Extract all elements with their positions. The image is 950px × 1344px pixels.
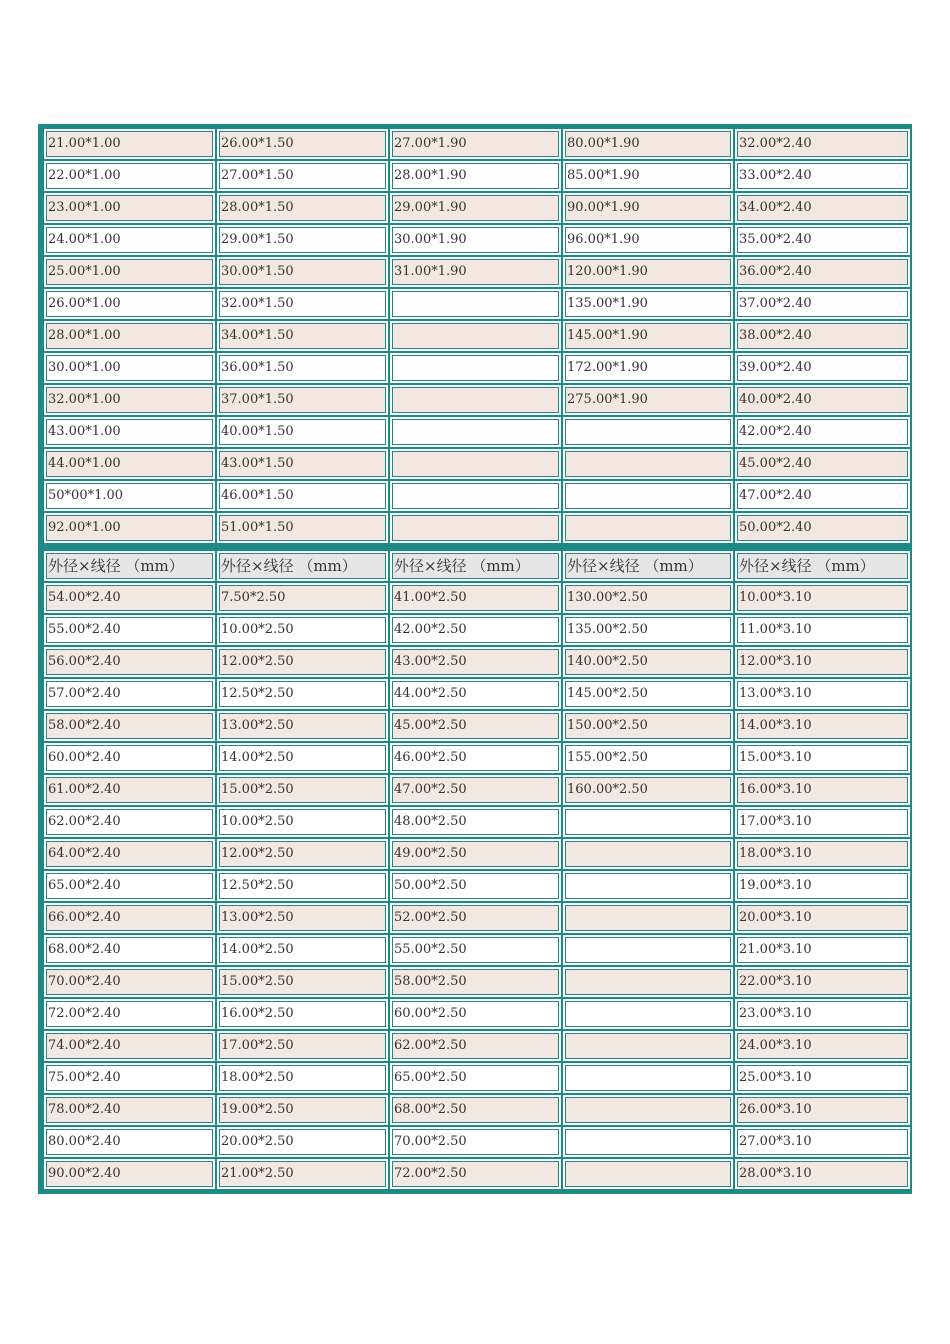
table-cell: 46.00*1.50 — [216, 480, 389, 512]
table-cell: 62.00*2.50 — [389, 1030, 562, 1062]
table-cell: 48.00*2.50 — [389, 806, 562, 838]
table-cell: 16.00*2.50 — [216, 998, 389, 1030]
table-row — [43, 256, 907, 288]
table-cell: 43.00*2.50 — [389, 646, 562, 678]
table-cell — [389, 384, 562, 416]
table-cell: 15.00*2.50 — [216, 966, 389, 998]
table-cell: 40.00*2.40 — [734, 384, 911, 416]
table-row — [43, 384, 907, 416]
table-cell: 90.00*2.40 — [43, 1158, 216, 1190]
column-header: 外径×线径 （mm） — [43, 550, 216, 582]
table-cell: 92.00*1.00 — [43, 512, 216, 544]
table-cell — [389, 288, 562, 320]
table-cell: 25.00*3.10 — [734, 1062, 911, 1094]
table-cell: 13.00*2.50 — [216, 710, 389, 742]
table-row — [43, 192, 907, 224]
table-cell: 18.00*3.10 — [734, 838, 911, 870]
table-row — [43, 160, 907, 192]
table-cell: 37.00*1.50 — [216, 384, 389, 416]
table-cell: 66.00*2.40 — [43, 902, 216, 934]
table-row — [43, 224, 907, 256]
table-cell: 12.50*2.50 — [216, 678, 389, 710]
table-cell — [389, 320, 562, 352]
table-cell: 60.00*2.40 — [43, 742, 216, 774]
table-cell: 27.00*1.50 — [216, 160, 389, 192]
table-row — [43, 710, 907, 742]
table-cell — [389, 448, 562, 480]
table-cell: 18.00*2.50 — [216, 1062, 389, 1094]
table-cell: 26.00*1.50 — [216, 128, 389, 160]
table-cell: 15.00*3.10 — [734, 742, 911, 774]
table-cell: 47.00*2.40 — [734, 480, 911, 512]
table-cell: 46.00*2.50 — [389, 742, 562, 774]
table-cell: 26.00*3.10 — [734, 1094, 911, 1126]
table-cell: 58.00*2.50 — [389, 966, 562, 998]
table-cell: 12.00*3.10 — [734, 646, 911, 678]
column-header: 外径×线径 （mm） — [562, 550, 734, 582]
table-cell: 14.00*2.50 — [216, 742, 389, 774]
table-row — [43, 998, 907, 1030]
column-header: 外径×线径 （mm） — [734, 550, 911, 582]
table-cell: 28.00*1.50 — [216, 192, 389, 224]
table-cell: 32.00*1.50 — [216, 288, 389, 320]
table-cell: 44.00*1.00 — [43, 448, 216, 480]
table-cell: 10.00*2.50 — [216, 614, 389, 646]
table-cell: 68.00*2.40 — [43, 934, 216, 966]
table-cell: 72.00*2.40 — [43, 998, 216, 1030]
table-cell: 29.00*1.50 — [216, 224, 389, 256]
table-cell — [389, 352, 562, 384]
table-row — [43, 742, 907, 774]
table-cell: 96.00*1.90 — [562, 224, 734, 256]
table-cell: 22.00*1.00 — [43, 160, 216, 192]
table-cell: 70.00*2.50 — [389, 1126, 562, 1158]
table-cell: 33.00*2.40 — [734, 160, 911, 192]
table-row — [43, 1158, 907, 1190]
table-cell: 21.00*3.10 — [734, 934, 911, 966]
table-cell: 275.00*1.90 — [562, 384, 734, 416]
table-cell: 25.00*1.00 — [43, 256, 216, 288]
table-cell: 24.00*1.00 — [43, 224, 216, 256]
table-cell: 19.00*2.50 — [216, 1094, 389, 1126]
table-cell — [562, 1094, 734, 1126]
table-row — [43, 416, 907, 448]
table-cell: 50.00*2.50 — [389, 870, 562, 902]
table-row — [43, 512, 907, 544]
table-cell: 32.00*1.00 — [43, 384, 216, 416]
table-cell: 50.00*2.40 — [734, 512, 911, 544]
table-cell: 85.00*1.90 — [562, 160, 734, 192]
table-cell: 36.00*1.50 — [216, 352, 389, 384]
column-header: 外径×线径 （mm） — [389, 550, 562, 582]
table-cell: 140.00*2.50 — [562, 646, 734, 678]
table-cell — [562, 998, 734, 1030]
table-cell: 39.00*2.40 — [734, 352, 911, 384]
table-row — [43, 448, 907, 480]
table-cell: 51.00*1.50 — [216, 512, 389, 544]
table-cell: 150.00*2.50 — [562, 710, 734, 742]
table-cell: 44.00*2.50 — [389, 678, 562, 710]
table-cell: 43.00*1.50 — [216, 448, 389, 480]
size-table-lower — [38, 546, 912, 1194]
table-cell: 64.00*2.40 — [43, 838, 216, 870]
table-cell: 17.00*2.50 — [216, 1030, 389, 1062]
table-cell: 78.00*2.40 — [43, 1094, 216, 1126]
table-cell: 172.00*1.90 — [562, 352, 734, 384]
table-row — [43, 806, 907, 838]
table-row — [43, 934, 907, 966]
table-cell: 135.00*1.90 — [562, 288, 734, 320]
table-cell — [562, 448, 734, 480]
table-cell: 20.00*3.10 — [734, 902, 911, 934]
table-cell: 80.00*1.90 — [562, 128, 734, 160]
table-cell: 28.00*3.10 — [734, 1158, 911, 1190]
table-cell: 43.00*1.00 — [43, 416, 216, 448]
table-cell: 12.00*2.50 — [216, 646, 389, 678]
column-header: 外径×线径 （mm） — [216, 550, 389, 582]
table-cell: 120.00*1.90 — [562, 256, 734, 288]
table-cell: 34.00*2.40 — [734, 192, 911, 224]
table-row — [43, 128, 907, 160]
table-cell: 27.00*3.10 — [734, 1126, 911, 1158]
table-row — [43, 582, 907, 614]
table-cell: 145.00*1.90 — [562, 320, 734, 352]
table-cell — [562, 870, 734, 902]
table-row — [43, 1094, 907, 1126]
table-row — [43, 678, 907, 710]
table-cell: 24.00*3.10 — [734, 1030, 911, 1062]
table-cell: 28.00*1.00 — [43, 320, 216, 352]
table-cell: 21.00*1.00 — [43, 128, 216, 160]
table-cell — [562, 1030, 734, 1062]
table-cell: 38.00*2.40 — [734, 320, 911, 352]
table-cell: 20.00*2.50 — [216, 1126, 389, 1158]
table-cell: 130.00*2.50 — [562, 582, 734, 614]
table-cell: 52.00*2.50 — [389, 902, 562, 934]
table-cell: 80.00*2.40 — [43, 1126, 216, 1158]
table-cell: 42.00*2.40 — [734, 416, 911, 448]
table-cell: 12.50*2.50 — [216, 870, 389, 902]
table-cell: 19.00*3.10 — [734, 870, 911, 902]
table-cell: 56.00*2.40 — [43, 646, 216, 678]
table-cell — [562, 1126, 734, 1158]
table-row — [43, 614, 907, 646]
table-cell: 55.00*2.40 — [43, 614, 216, 646]
table-row — [43, 1062, 907, 1094]
table-cell: 41.00*2.50 — [389, 582, 562, 614]
table-cell: 54.00*2.40 — [43, 582, 216, 614]
table-cell — [562, 480, 734, 512]
table-cell — [389, 416, 562, 448]
table-cell: 34.00*1.50 — [216, 320, 389, 352]
table-cell: 10.00*2.50 — [216, 806, 389, 838]
table-cell: 32.00*2.40 — [734, 128, 911, 160]
table-header-row — [43, 550, 907, 582]
table-cell: 16.00*3.10 — [734, 774, 911, 806]
table-cell: 14.00*3.10 — [734, 710, 911, 742]
table-cell: 26.00*1.00 — [43, 288, 216, 320]
table-cell — [562, 902, 734, 934]
table-row — [43, 1030, 907, 1062]
table-cell: 60.00*2.50 — [389, 998, 562, 1030]
table-cell: 31.00*1.90 — [389, 256, 562, 288]
table-cell — [562, 838, 734, 870]
table-cell: 17.00*3.10 — [734, 806, 911, 838]
table-cell — [562, 416, 734, 448]
table-cell: 12.00*2.50 — [216, 838, 389, 870]
table-row — [43, 902, 907, 934]
table-cell: 22.00*3.10 — [734, 966, 911, 998]
table-cell: 55.00*2.50 — [389, 934, 562, 966]
table-cell: 62.00*2.40 — [43, 806, 216, 838]
table-row — [43, 774, 907, 806]
table-row — [43, 646, 907, 678]
table-cell: 27.00*1.90 — [389, 128, 562, 160]
table-cell: 68.00*2.50 — [389, 1094, 562, 1126]
table-row — [43, 480, 907, 512]
table-cell: 23.00*3.10 — [734, 998, 911, 1030]
table-cell: 29.00*1.90 — [389, 192, 562, 224]
table-cell: 11.00*3.10 — [734, 614, 911, 646]
table-cell: 15.00*2.50 — [216, 774, 389, 806]
table-cell: 70.00*2.40 — [43, 966, 216, 998]
table-cell — [562, 1158, 734, 1190]
table-row — [43, 966, 907, 998]
table-cell: 10.00*3.10 — [734, 582, 911, 614]
table-row — [43, 320, 907, 352]
table-cell: 90.00*1.90 — [562, 192, 734, 224]
table-cell: 14.00*2.50 — [216, 934, 389, 966]
table-cell: 28.00*1.90 — [389, 160, 562, 192]
table-cell: 45.00*2.50 — [389, 710, 562, 742]
table-cell — [389, 512, 562, 544]
table-cell — [562, 512, 734, 544]
table-cell: 7.50*2.50 — [216, 582, 389, 614]
table-cell: 50*00*1.00 — [43, 480, 216, 512]
table-cell: 74.00*2.40 — [43, 1030, 216, 1062]
table-cell: 42.00*2.50 — [389, 614, 562, 646]
table-cell: 72.00*2.50 — [389, 1158, 562, 1190]
table-cell: 135.00*2.50 — [562, 614, 734, 646]
table-cell: 57.00*2.40 — [43, 678, 216, 710]
table-cell: 61.00*2.40 — [43, 774, 216, 806]
table-cell: 23.00*1.00 — [43, 192, 216, 224]
table-cell: 75.00*2.40 — [43, 1062, 216, 1094]
table-row — [43, 838, 907, 870]
table-cell — [389, 480, 562, 512]
table-cell — [562, 966, 734, 998]
table-cell: 65.00*2.40 — [43, 870, 216, 902]
table-cell: 58.00*2.40 — [43, 710, 216, 742]
table-cell: 65.00*2.50 — [389, 1062, 562, 1094]
table-cell: 145.00*2.50 — [562, 678, 734, 710]
table-row — [43, 1126, 907, 1158]
table-cell: 160.00*2.50 — [562, 774, 734, 806]
table-cell — [562, 934, 734, 966]
table-cell: 13.00*2.50 — [216, 902, 389, 934]
table-cell: 40.00*1.50 — [216, 416, 389, 448]
table-cell: 30.00*1.90 — [389, 224, 562, 256]
table-row — [43, 288, 907, 320]
table-cell: 155.00*2.50 — [562, 742, 734, 774]
table-cell: 45.00*2.40 — [734, 448, 911, 480]
table-cell: 13.00*3.10 — [734, 678, 911, 710]
table-cell: 30.00*1.00 — [43, 352, 216, 384]
table-cell: 35.00*2.40 — [734, 224, 911, 256]
table-cell: 47.00*2.50 — [389, 774, 562, 806]
size-table-upper — [38, 124, 912, 548]
table-cell — [562, 806, 734, 838]
table-row — [43, 352, 907, 384]
table-cell: 37.00*2.40 — [734, 288, 911, 320]
table-cell: 21.00*2.50 — [216, 1158, 389, 1190]
table-row — [43, 870, 907, 902]
table-cell: 30.00*1.50 — [216, 256, 389, 288]
table-cell: 36.00*2.40 — [734, 256, 911, 288]
table-cell: 49.00*2.50 — [389, 838, 562, 870]
table-cell — [562, 1062, 734, 1094]
